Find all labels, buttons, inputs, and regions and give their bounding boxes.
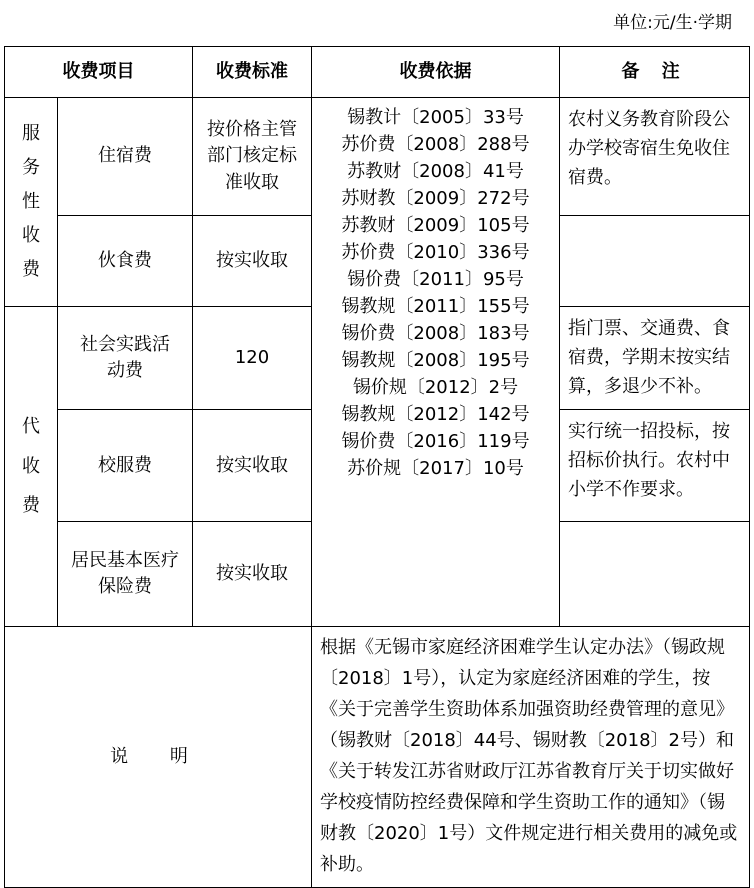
remark-cell bbox=[560, 522, 750, 627]
remark-cell: 农村义务教育阶段公办学校寄宿生免收住宿费。 bbox=[560, 98, 750, 216]
basis-doc: 苏价费〔2010〕336号 bbox=[341, 242, 530, 263]
category-text: 代收费 bbox=[22, 416, 40, 517]
item-cell: 住宿费 bbox=[58, 98, 193, 216]
standard-cell: 按实收取 bbox=[193, 522, 312, 627]
table-row bbox=[5, 98, 750, 216]
item-cell: 校服费 bbox=[58, 410, 193, 522]
category-agency bbox=[5, 307, 58, 627]
category-service bbox=[5, 98, 58, 307]
basis-doc: 锡价费〔2016〕119号 bbox=[341, 431, 530, 452]
basis-cell bbox=[312, 98, 560, 627]
basis-doc: 锡教规〔2008〕195号 bbox=[341, 350, 530, 371]
basis-doc: 锡价费〔2008〕183号 bbox=[341, 323, 530, 344]
standard-cell: 按价格主管部门核定标准收取 bbox=[193, 98, 312, 216]
basis-doc: 苏价费〔2008〕288号 bbox=[341, 134, 530, 155]
unit-label: 单位:元/生·学期 bbox=[613, 13, 732, 33]
basis-doc: 苏教财〔2008〕41号 bbox=[347, 161, 524, 182]
header-basis: 收费依据 bbox=[312, 47, 560, 98]
remark-cell: 实行统一招投标，按招标价执行。农村中小学不作要求。 bbox=[560, 410, 750, 522]
item-cell: 社会实践活动费 bbox=[58, 307, 193, 410]
remark-cell: 指门票、交通费、食宿费，学期末按实结算，多退少不补。 bbox=[560, 307, 750, 410]
header-row bbox=[5, 47, 750, 98]
explanation-text: 根据《无锡市家庭经济困难学生认定办法》（锡政规〔2018〕1号），认定为家庭经济困难的学生，按《关于完善学生资助体系加强资助经费管理的意见》（锡教财〔2018〕44号、锡财教〔2018〕2号）和《关于转发江苏省财政厅江苏省教育厅关于切实做好学校疫情防控经费保障和学生资助工作的通知》（锡财教〔2020〕1号）文件规定进行相关费用的减免或补助。 bbox=[312, 627, 750, 888]
basis-doc: 苏价规〔2017〕10号 bbox=[347, 458, 524, 479]
fee-table bbox=[4, 46, 750, 888]
basis-doc: 苏教财〔2009〕105号 bbox=[341, 215, 530, 236]
explanation-label: 说 明 bbox=[5, 627, 312, 888]
standard-cell: 按实收取 bbox=[193, 216, 312, 307]
header-remark: 备 注 bbox=[560, 47, 750, 98]
standard-cell: 按实收取 bbox=[193, 410, 312, 522]
basis-doc: 锡教计〔2005〕33号 bbox=[347, 107, 524, 128]
basis-doc: 苏财教〔2009〕272号 bbox=[341, 188, 530, 209]
basis-doc: 锡价费〔2011〕95号 bbox=[347, 269, 524, 290]
header-standard: 收费标准 bbox=[193, 47, 312, 98]
basis-doc: 锡教规〔2012〕142号 bbox=[341, 404, 530, 425]
explanation-row bbox=[5, 627, 750, 888]
item-cell: 伙食费 bbox=[58, 216, 193, 307]
standard-cell: 120 bbox=[193, 307, 312, 410]
remark-cell bbox=[560, 216, 750, 307]
basis-doc: 锡教规〔2011〕155号 bbox=[341, 296, 530, 317]
category-text: 服务性收费 bbox=[22, 122, 40, 281]
basis-doc: 锡价规〔2012〕2号 bbox=[352, 377, 519, 398]
item-cell: 居民基本医疗保险费 bbox=[58, 522, 193, 627]
header-item: 收费项目 bbox=[5, 47, 193, 98]
